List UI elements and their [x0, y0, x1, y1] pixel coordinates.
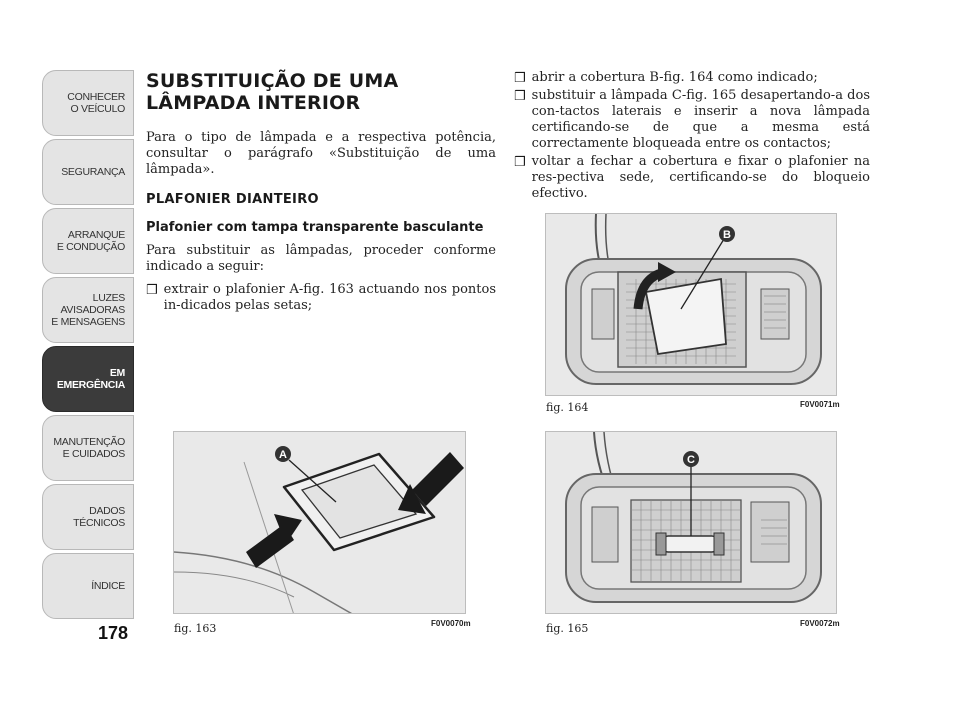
tab-arranque-e-conducao[interactable]: ARRANQUE E CONDUÇÃO [42, 208, 134, 274]
tab-conhecer-o-veiculo[interactable]: CONHECER O VEÍCULO [42, 70, 134, 136]
figure-165-caption: fig. 165 [546, 622, 589, 635]
figure-163-caption: fig. 163 [174, 622, 217, 635]
tab-manutencao-e-cuidados[interactable]: MANUTENÇÃO E CUIDADOS [42, 415, 134, 481]
figure-165-image [545, 431, 837, 614]
tab-indice[interactable]: ÍNDICE [42, 553, 134, 619]
subsection-heading: Plafonier com tampa transparente basculante [146, 220, 484, 235]
tab-seguranca[interactable]: SEGURANÇA [42, 139, 134, 205]
figure-164-caption: fig. 164 [546, 401, 589, 414]
list-item [514, 88, 870, 152]
figure-marker-a: A [279, 449, 287, 461]
instructions-paragraph: Para substituir as lâmpadas, proceder conforme indicado a seguir: [146, 243, 496, 274]
tab-em-emergencia[interactable]: EM EMERGÊNCIA [42, 346, 134, 412]
right-column [514, 70, 870, 204]
figure-163-image [173, 431, 466, 614]
section-heading: PLAFONIER DIANTEIRO [146, 192, 319, 207]
page-title [146, 70, 496, 114]
figure-164-image [545, 213, 837, 396]
checkbox-bullet-icon: ❒ [146, 282, 158, 297]
checkbox-bullet-icon: ❒ [514, 88, 526, 103]
tab-luzes-avisadoras[interactable]: LUZES AVISADORAS E MENSAGENS [42, 277, 134, 343]
list-item [514, 70, 870, 86]
plafonier-open-cover-illustration [546, 214, 837, 396]
list-item-text: abrir a cobertura B-fig. 164 como indicado; [531, 70, 818, 85]
checkbox-bullet-icon: ❒ [514, 154, 526, 169]
figure-163-code: F0V0070m [431, 619, 471, 628]
list-item [514, 154, 870, 202]
plafonier-extraction-illustration [174, 432, 466, 614]
title-line-1: SUBSTITUIÇÃO DE UMA [146, 70, 399, 92]
tab-dados-tecnicos[interactable]: DADOS TÉCNICOS [42, 484, 134, 550]
figure-marker-c: C [687, 454, 695, 466]
list-item-text: voltar a fechar a cobertura e fixar o plafonier na res-pectiva sede, certificando-se do bloqueio efectivo. [531, 154, 870, 201]
checkbox-bullet-icon: ❒ [514, 70, 526, 85]
intro-paragraph: Para o tipo de lâmpada e a respectiva potência, consultar o parágrafo «Substituição de uma lâmpada». [146, 130, 496, 177]
figure-marker-b: B [723, 229, 731, 241]
figure-164-code: F0V0071m [800, 400, 840, 409]
list-item [146, 282, 496, 314]
list-item-text: extrair o plafonier A-fig. 163 actuando nos pontos in-dicados pelas setas; [163, 282, 496, 313]
list-item-text: substituir a lâmpada C-fig. 165 desapertando-a dos con-tactos laterais e inserir a nova lâmpada certificando-se de que a mesma está correctamente bloqueada entre os contactos; [531, 88, 870, 151]
figure-165-code: F0V0072m [800, 619, 840, 628]
left-column [146, 70, 496, 314]
plafonier-lamp-replacement-illustration [546, 432, 837, 614]
title-line-2: LÂMPADA INTERIOR [146, 92, 361, 114]
page-number: 178 [98, 623, 129, 643]
